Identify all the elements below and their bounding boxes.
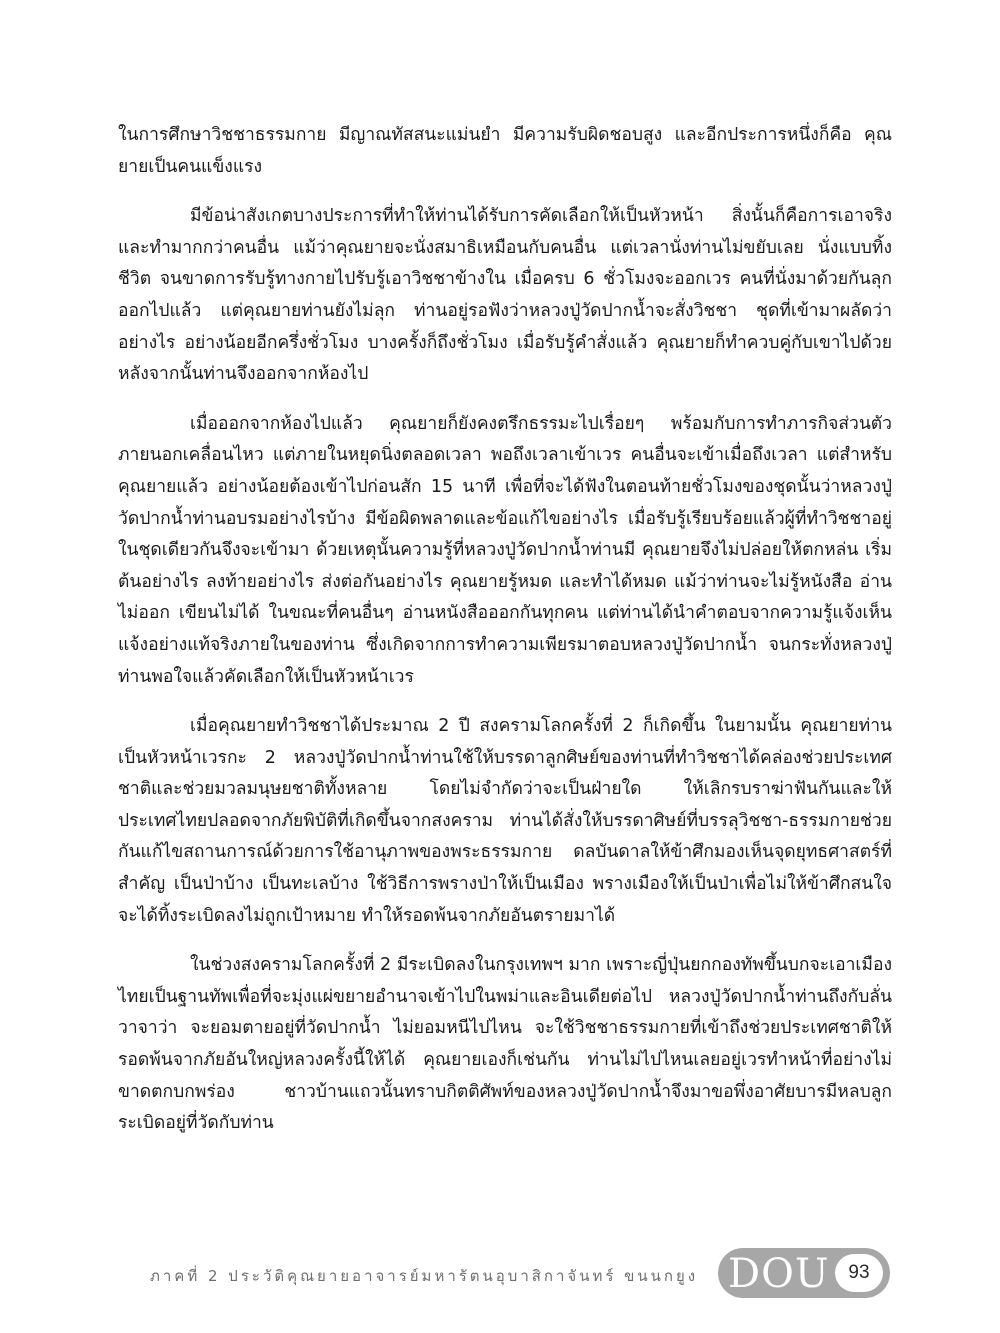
paragraph-4: เมื่อคุณยายทำวิชชาได้ประมาณ 2 ปี สงครามโลกครั้งที่ 2 ก็เกิดขึ้น ในยามนั้น คุณยายท่านเป็นหัวหน้าเวรกะ 2 หลวงปู่วัดปากน้ำท่านใช้ให้บรรดาลูกศิษย์ของท่านที่ทำวิชชาได้คล่องช่วยประเทศชาติและช่วยมวลมนุษยชาติทั้งหลาย โดยไม่จำกัดว่าจะเป็นฝ่ายใด ให้เลิกรบราฆ่าฟันกันและให้ประเทศไทยปลอดจากภัยพิบัติที่เกิดขึ้นจากสงคราม ท่านได้สั่งให้บรรดาศิษย์ที่บรรลุวิชชา-ธรรมกายช่วยกันแก้ไขสถานการณ์ด้วยการใช้อานุภาพของพระธรรมกาย ดลบันดาลให้ข้าศึกมองเห็นจุดยุทธศาสตร์ที่สำคัญ เป็นป่าบ้าง เป็นทะเลบ้าง ใช้วิธีการพรางป่าให้เป็นเมือง พรางเมืองให้เป็นป่าเพื่อไม่ให้ข้าศึกสนใจ จะได้ทิ้งระเบิดลงไม่ถูกเป้าหมาย ทำให้รอดพ้นจากภัยอันตรายมาได้ — [118, 716, 892, 926]
paragraph-3: เมื่อออกจากห้องไปแล้ว คุณยายก็ยังคงตรึกธรรมะไปเรื่อยๆ พร้อมกับการทำภารกิจส่วนตัวภายนอกเคลื่อนไหว แต่ภายในหยุดนิ่งตลอดเวลา พอถึงเวลาเข้าเวร คนอื่นจะเข้าเมื่อถึงเวลา แต่สำหรับคุณยายแล้ว อย่างน้อยต้องเข้าไปก่อนสัก 15 นาที เพื่อที่จะได้ฟังในตอนท้ายชั่วโมงของชุดนั้นว่าหลวงปู่วัดปากน้ำท่านอบรมอย่างไรบ้าง มีข้อผิดพลาดและข้อแก้ไขอย่างไร เมื่อรับรู้เรียบร้อยแล้วผู้ที่ทำวิชชาอยู่ในชุดเดียวกันจึงจะเข้ามา ด้วยเหตุนั้นความรู้ที่หลวงปู่วัดปากน้ำท่านมี คุณยายจึงไม่ปล่อยให้ตกหล่น เริ่มต้นอย่างไร ลงท้ายอย่างไร ส่งต่อกันอย่างไร คุณยายรู้หมด และทำได้หมด แม้ว่าท่านจะไม่รู้หนังสือ อ่านไม่ออก เขียนไม่ได้ ในขณะที่คนอื่นๆ อ่านหนังสือออกกันทุกคน แต่ท่านได้นำคำตอบจากความรู้แจ้งเห็นแจ้งอย่างแท้จริงภายในของท่าน ซึ่งเกิดจากการทำความเพียรมาตอบหลวงปู่วัดปากน้ำ จนกระทั่งหลวงปู่ท่านพอใจแล้วคัดเลือกให้เป็นหัวหน้าเวร — [118, 413, 892, 687]
page-number: 93 — [835, 1254, 883, 1292]
body-text — [118, 120, 892, 1140]
dou-logo-text: DOU — [728, 1251, 830, 1297]
dou-badge — [718, 1248, 890, 1298]
paragraph-2: มีข้อน่าสังเกตบางประการที่ทำให้ท่านได้รับการคัดเลือกให้เป็นหัวหน้า สิ่งนั้นก็คือการเอาจริงและทำมากกว่าคนอื่น แม้ว่าคุณยายจะนั่งสมาธิเหมือนกับคนอื่น แต่เวลานั่งท่านไม่ขยับเลย นั่งแบบทิ้งชีวิต จนขาดการรับรู้ทางกายไปรับรู้เอาวิชชาข้างใน เมื่อครบ 6 ชั่วโมงจะออกเวร คนที่นั่งมาด้วยกันลุกออกไปแล้ว แต่คุณยายท่านยังไม่ลุก ท่านอยู่รอฟังว่าหลวงปู่วัดปากน้ำจะสั่งวิชชา ชุดที่เข้ามาผลัดว่าอย่างไร อย่างน้อยอีกครึ่งชั่วโมง บางครั้งก็ถึงชั่วโมง เมื่อรับรู้คำสั่งแล้ว คุณยายก็ทำควบคู่กับเขาไปด้วย หลังจากนั้นท่านจึงออกจากห้องไป — [118, 206, 892, 385]
page-footer — [150, 1248, 900, 1298]
footer-chapter-title: ภาคที่ 2 ประวัติคุณยายอาจารย์มหารัตนอุบาสิกาจันทร์ ขนนกยูง — [150, 1267, 699, 1285]
paragraph-5: ในช่วงสงครามโลกครั้งที่ 2 มีระเบิดลงในกรุงเทพฯ มาก เพราะญี่ปุ่นยกกองทัพขึ้นบกจะเอาเมืองไทยเป็นฐานทัพเพื่อที่จะมุ่งแผ่ขยายอำนาจเข้าไปในพม่าและอินเดียต่อไป หลวงปู่วัดปากน้ำท่านถึงกับลั่นวาจาว่า จะยอมตายอยู่ที่วัดปากน้ำ ไม่ยอมหนีไปไหน จะใช้วิชชาธรรมกายที่เข้าถึงช่วยประเทศชาติให้รอดพ้นจากภัยอันใหญ่หลวงครั้งนี้ให้ได้ คุณยายเองก็เช่นกัน ท่านไม่ไปไหนเลยอยู่เวรทำหน้าที่อย่างไม่ขาดตกบกพร่อง ชาวบ้านแถวนั้นทราบกิตติศัพท์ของหลวงปู่วัดปากน้ำจึงมาขอพึ่งอาศัยบารมีหลบลูกระเบิดอยู่ที่วัดกับท่าน — [118, 955, 892, 1134]
paragraph-1: ในการศึกษาวิชชาธรรมกาย มีญาณทัสสนะแม่นยำ มีความรับผิดชอบสูง และอีกประการหนึ่งก็คือ คุณยายเป็นคนแข็งแรง — [118, 125, 892, 177]
